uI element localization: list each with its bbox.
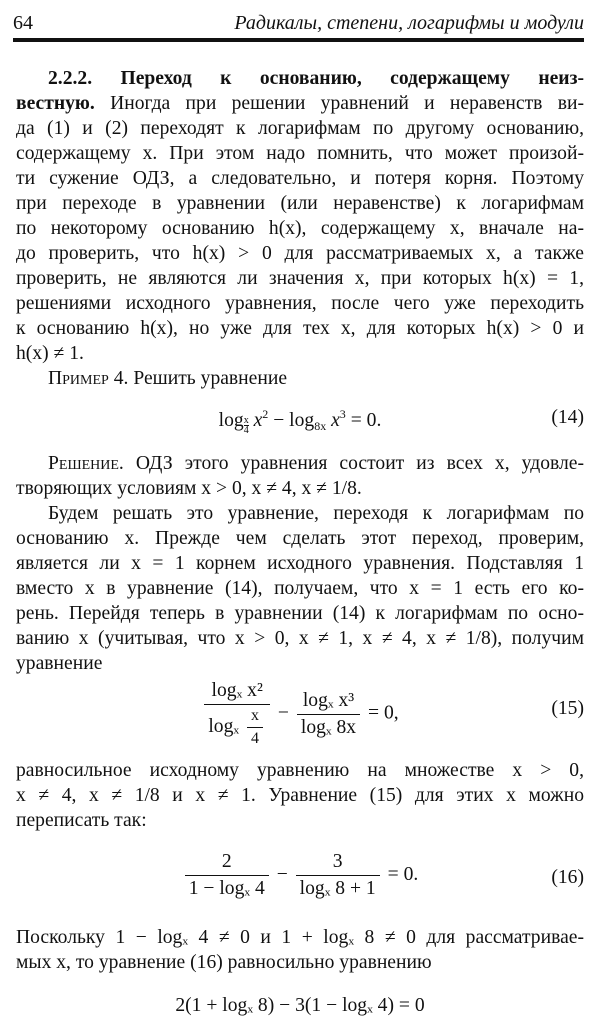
paragraph-line: уравнение (16, 653, 103, 674)
section-line: h(x) ≠ 1. (16, 343, 84, 364)
example-line (16, 366, 584, 391)
section-line: ти сужение ОДЗ, а следовательно, и потеря корня. Поэтому (16, 168, 584, 189)
example-text: 4. Решить уравнение (108, 368, 288, 389)
paragraph-line: мых x, то уравнение (16) равносильно уравнению (16, 952, 432, 973)
section-line: к основанию h(x), но уже для тех x, для которых h(x) > 0 и (16, 318, 584, 339)
paragraph-line: равносильное исходному уравнению на множестве x > 0, (16, 760, 584, 781)
section-line: содержащему x. При этом надо помнить, что может произой- (16, 143, 584, 164)
equation-15 (16, 676, 584, 758)
equation-17 (16, 975, 584, 1035)
section-heading-cont: вестную. (16, 93, 95, 114)
section-line: при переходе в уравнении (или неравенстве) к логарифмам (16, 193, 584, 214)
fraction: logₓ x² logₓ $\frac{x}{4}$ (204, 680, 270, 748)
equation-14 (16, 391, 584, 451)
section-line: решениями исходного уравнения, после чего уже переходить (16, 293, 584, 314)
paragraph-line: вместо x в уравнение (14), получаем, что x = 1 есть его ко- (16, 578, 584, 599)
section-line-text: Иногда при решении уравнений и неравенств ви- (94, 93, 584, 114)
equation-number: (16) (551, 867, 584, 888)
paragraph-line: основанию x. Прежде чем сделать этот переход, проверим, (16, 528, 584, 549)
paragraph-line: рень. Перейдя теперь в уравнении (14) к логарифмам по осно- (16, 603, 584, 624)
paragraph-line: переписать так: (16, 810, 147, 831)
solution-text: . ОДЗ этого уравнения состоит из всех x, удовле- (118, 453, 584, 474)
fraction: $\frac{3}{\text{logₓ 8 + 1}}$ (296, 851, 380, 900)
equation-16 (16, 833, 584, 925)
section-line: да (1) и (2) переходят к логарифмам по другому основанию, (16, 118, 584, 139)
equation-16-body: $\frac{2}{\text{1 − logₓ 4}}$ − $\frac{3}{\text{logₓ 8 + 1}}$ = 0. (16, 851, 584, 900)
text-body (16, 66, 584, 1035)
fraction: $\frac{\text{logₓ x³}}{\text{logₓ 8x}}$ (297, 690, 360, 739)
log-base-fraction: $\frac{x}{4}$ (243, 415, 249, 436)
equation-17-body: 2(1 + logₓ 8) − 3(1 − logₓ 4) = 0 (175, 995, 425, 1016)
section-line: проверить, не являются ли значения x, при которых h(x) = 1, (16, 268, 584, 289)
paragraph-line: Будем решать это уравнение, переходя к логарифмам по (48, 503, 584, 524)
section-line: по некоторому основанию h(x), содержащему x, вначале на- (16, 218, 584, 239)
equation-14-body: log $\frac{x}{4}$ $x^2 - \log_{8x} x^3 = 0$. (218, 407, 382, 436)
solution-line: творяющих условиям x > 0, x ≠ 4, x ≠ 1/8. (16, 478, 362, 499)
paragraph-line: ванию x (учитывая, что x > 0, x ≠ 1, x ≠ 4, x ≠ 1/8), получим (16, 628, 584, 649)
fraction: $\frac{x}{4}$ (247, 707, 263, 748)
paragraph-line: является ли x = 1 корнем исходного уравнения. Подставляя 1 (16, 553, 584, 574)
page-header (13, 8, 584, 42)
example-label: Пример (48, 368, 109, 389)
page-number: 64 (13, 12, 33, 34)
section-heading: 2.2.2. Переход к основанию, содержащему неиз- (48, 68, 584, 89)
running-title: Радикалы, степени, логарифмы и модули (234, 12, 584, 34)
section-line: до проверить, что h(x) > 0 для рассматриваемых x, а также (16, 243, 584, 264)
paragraph-line: x ≠ 4, x ≠ 1/8 и x ≠ 1. Уравнение (15) для этих x можно (16, 785, 584, 806)
paragraph-line: Поскольку 1 − logₓ 4 ≠ 0 и 1 + logₓ 8 ≠ 0 для рассматривае- (16, 927, 584, 948)
fraction: $\frac{2}{\text{1 − logₓ 4}}$ (185, 851, 269, 900)
equation-15-body: logₓ x² logₓ $\frac{x}{4}$ − $\frac{\text{logₓ x³}}{\text{logₓ 8x}}$ = 0, (16, 680, 584, 748)
solution-label: Решение (48, 453, 119, 474)
equation-number: (15) (551, 698, 584, 719)
section-line (16, 91, 584, 116)
solution-line (16, 451, 584, 476)
equation-number: (14) (551, 407, 584, 428)
